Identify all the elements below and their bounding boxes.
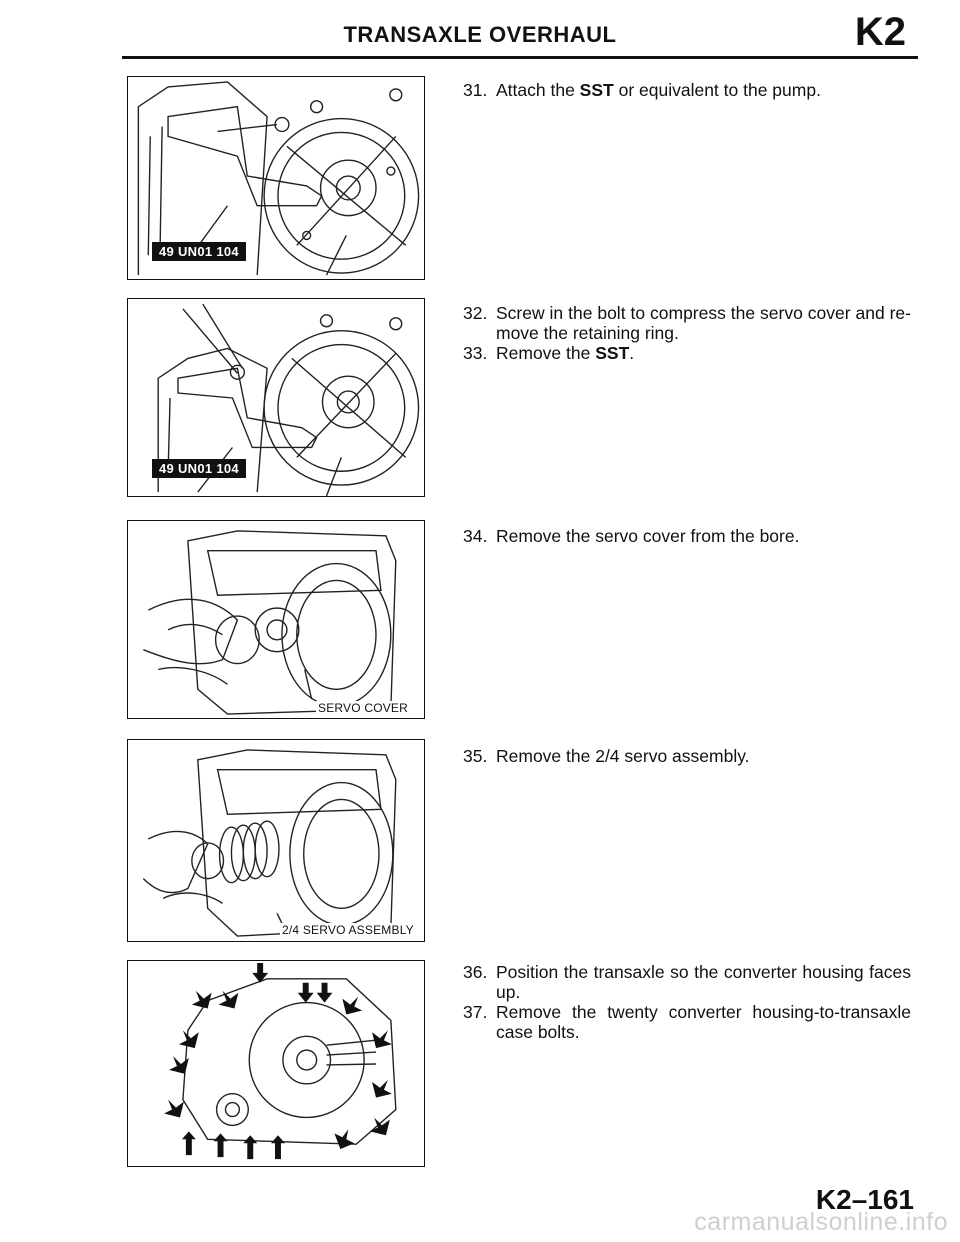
step-group-35 [463, 746, 911, 766]
figure-converter-housing [127, 960, 425, 1167]
page-number: K2–161 [815, 1184, 914, 1215]
section-code: K2 [854, 10, 906, 54]
figure-callout-label: 2/4 SERVO ASSEMBLY [282, 923, 414, 937]
step-text: Remove the servo cover from the bore. [496, 526, 800, 546]
step-text: Screw in the bolt to compress the servo cover and re-move the retaining ring. [496, 303, 911, 343]
step-text: Position the transaxle so the converter housing faces up. [496, 962, 911, 1002]
step-number: 36. [463, 962, 488, 982]
step-33: 33. Remove the SST. [463, 343, 635, 363]
step-number: 31. [463, 80, 488, 100]
step-34 [463, 526, 911, 546]
figure-sst-attach [127, 76, 425, 280]
figure-callout-label: SERVO COVER [318, 701, 409, 715]
step-number: 37. [463, 1002, 488, 1022]
step-number: 34. [463, 526, 488, 546]
illustration-remove-servo-assembly [128, 740, 424, 941]
figure-servo-assembly [127, 739, 425, 942]
page-title: TRANSAXLE OVERHAUL [343, 22, 617, 47]
tool-number-badge: 49 UN01 104 [152, 242, 246, 261]
step-number: 35. [463, 746, 488, 766]
step-36 [463, 962, 911, 1002]
watermark-text: carmanualsonline.info [694, 1208, 948, 1236]
step-text: Remove the twenty converter housing-to-transaxle case bolts. [496, 1002, 911, 1042]
step-number: 32. [463, 303, 488, 323]
figure-servo-cover [127, 520, 425, 719]
illustration-remove-servo-cover [128, 521, 424, 718]
step-35 [463, 746, 911, 766]
step-group-31 [463, 80, 911, 100]
header-divider [122, 56, 918, 59]
figure-compress-servo [127, 298, 425, 497]
bolt-arrow-icons [164, 963, 392, 1159]
tool-number-badge: 49 UN01 104 [152, 459, 246, 478]
step-group-32-33 [463, 303, 911, 363]
step-number: 33. [463, 343, 488, 363]
step-31: 31. Attach the SST or equivalent to the pump. [463, 80, 821, 100]
step-37 [463, 1002, 911, 1042]
illustration-housing-bolts [128, 961, 424, 1166]
tool-reference: SST [595, 343, 630, 363]
tool-reference: SST [579, 80, 614, 100]
step-group-36-37 [463, 962, 911, 1042]
step-text: Remove the 2/4 servo assembly. [496, 746, 750, 766]
step-32 [463, 303, 911, 343]
step-group-34 [463, 526, 911, 546]
